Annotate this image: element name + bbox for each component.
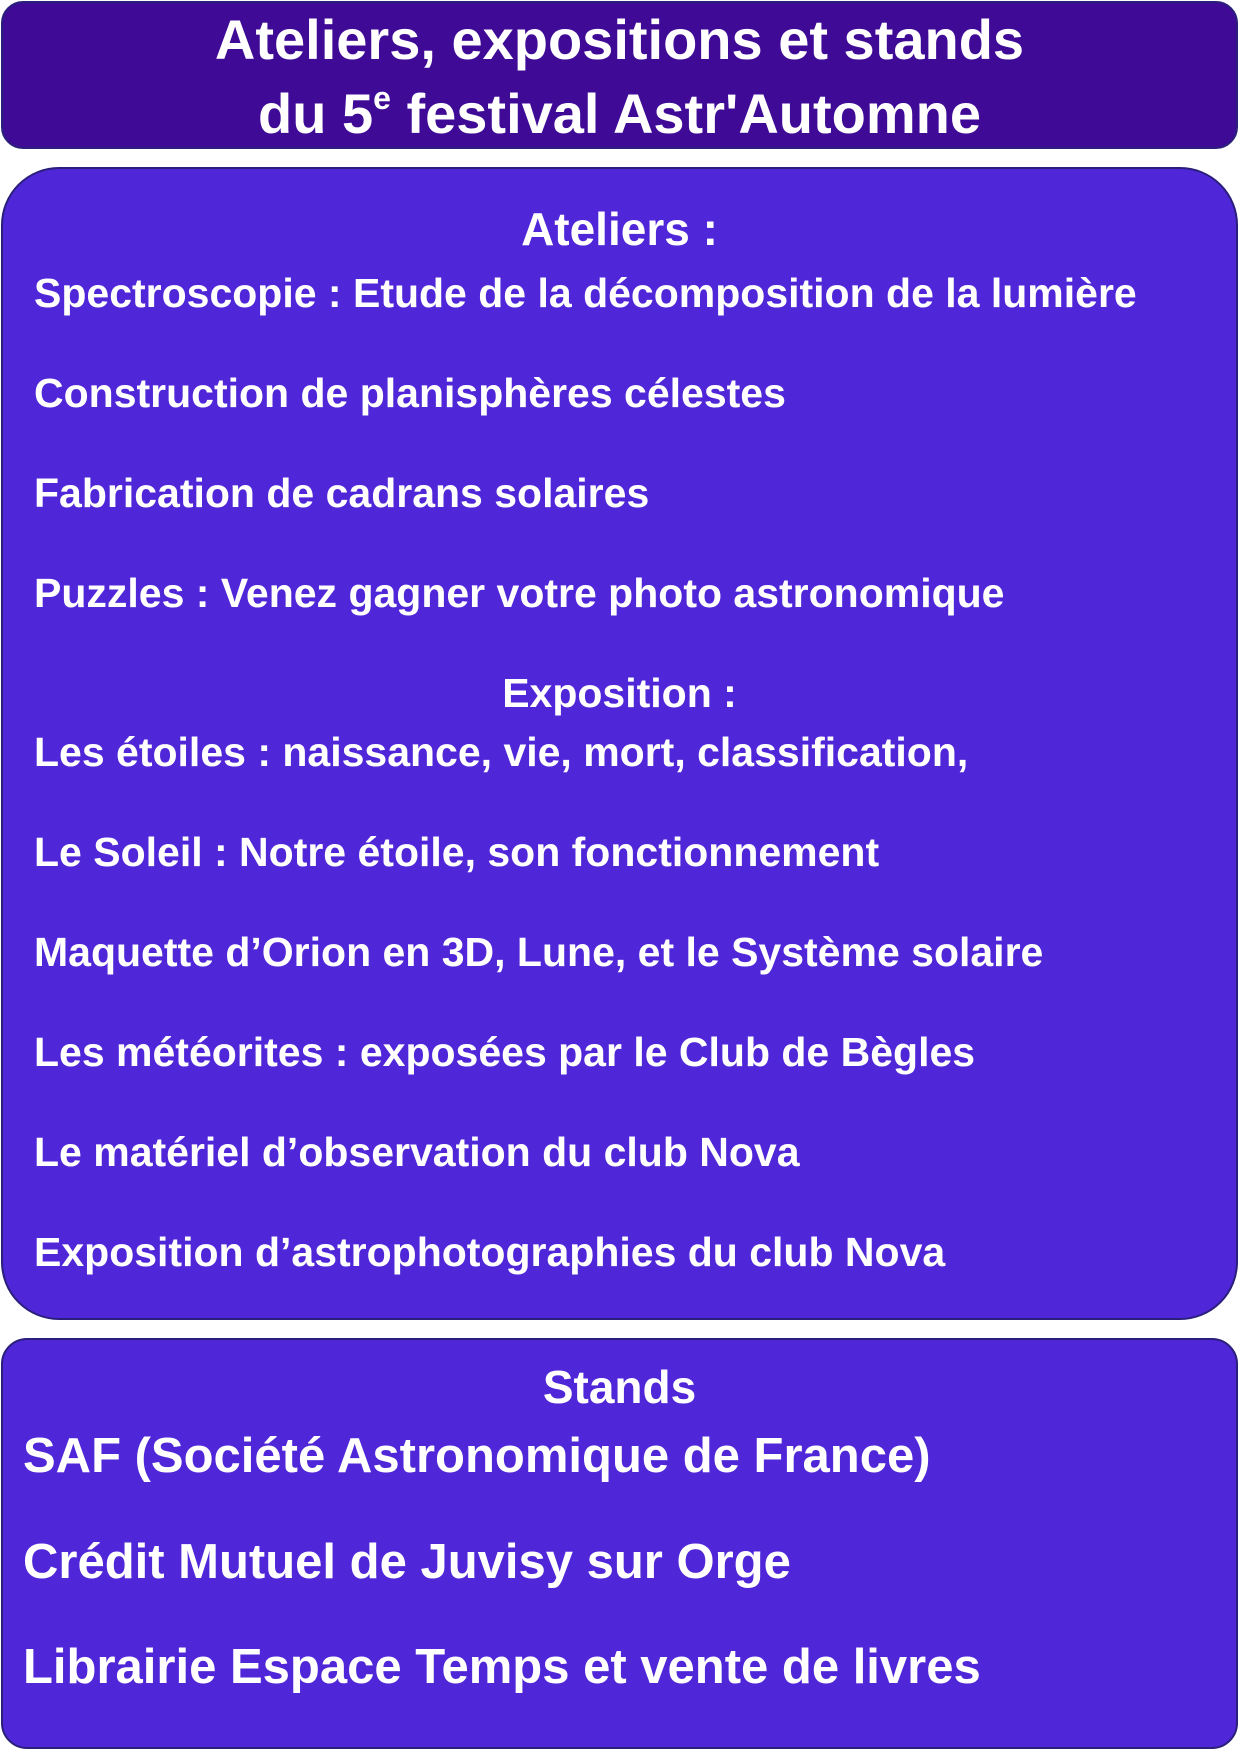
stands-panel bbox=[1, 1338, 1238, 1749]
atelier-item: Puzzles : Venez gagner votre photo astronomique bbox=[34, 570, 1005, 616]
stand-item: Crédit Mutuel de Juvisy sur Orge bbox=[23, 1535, 791, 1589]
exposition-item: Exposition d’astrophotographies du club Nova bbox=[34, 1229, 946, 1275]
title-ordinal-superscript: e bbox=[373, 80, 391, 116]
exposition-item: Les étoiles : naissance, vie, mort, classification, bbox=[34, 729, 969, 775]
exposition-item: Le matériel d’observation du club Nova bbox=[34, 1129, 800, 1175]
stand-item: Librairie Espace Temps et vente de livres bbox=[23, 1640, 981, 1694]
atelier-item: Spectroscopie : Etude de la décomposition de la lumière bbox=[34, 270, 1137, 316]
exposition-item: Les météorites : exposées par le Club de Bègles bbox=[34, 1029, 976, 1075]
exposition-item: Maquette d’Orion en 3D, Lune, et le Système solaire bbox=[34, 929, 1044, 975]
ateliers-exposition-panel bbox=[1, 167, 1238, 1320]
title-line-2 bbox=[3, 77, 1236, 151]
title-line-2-prefix: du 5 bbox=[258, 82, 374, 145]
stand-item: SAF (Société Astronomique de France) bbox=[23, 1429, 931, 1483]
atelier-item: Fabrication de cadrans solaires bbox=[34, 470, 650, 516]
atelier-item: Construction de planisphères célestes bbox=[34, 370, 786, 416]
title-line-2-suffix: festival Astr'Automne bbox=[390, 82, 981, 145]
exposition-heading: Exposition : bbox=[502, 670, 737, 716]
stands-heading: Stands bbox=[542, 1361, 697, 1413]
title-banner bbox=[1, 1, 1238, 149]
ateliers-heading: Ateliers : bbox=[521, 203, 718, 255]
title-line-1: Ateliers, expositions et stands bbox=[214, 8, 1025, 71]
exposition-item: Le Soleil : Notre étoile, son fonctionnement bbox=[34, 829, 880, 875]
